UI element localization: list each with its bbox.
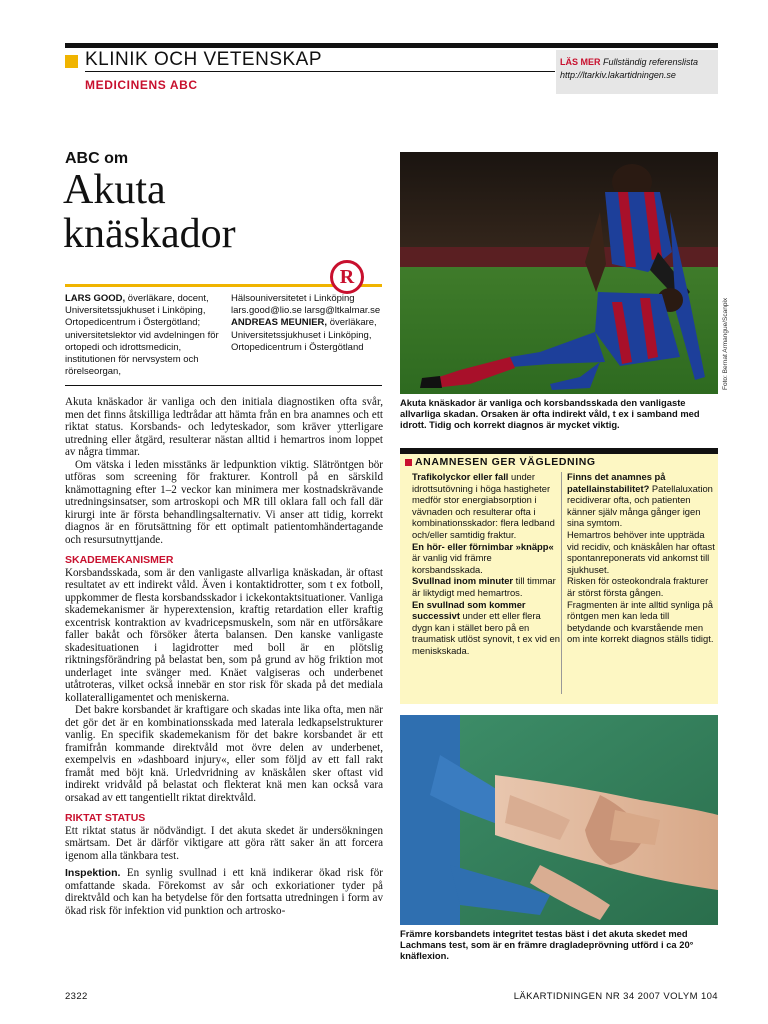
fact-item-text: Risken för osteokondrala frakturer är störst första gången. Fragmenten är inte alltid synliga på röntgen men kan leda till betydande och kvarstående men om inte korrekt diagnos ställs tidigt. [567,575,714,645]
fact-item-lead: En svullnad som kommer successivt [412,598,526,622]
fact-box-title: ANAMNESEN GER VÄGLEDNING [415,456,596,468]
inspection-label: Inspektion. [65,867,121,879]
author-name: LARS GOOD, [65,293,126,304]
body-paragraph: Det bakre korsbandet är kraftigare och skadas inte lika ofta, men när det gör det är en kombinationsskada med laterala ledkapselstrukturer vanlig. En specifik skademekanism för det bakre korsbandet är ett framifrån kommande direktvåld mot övre delen av underbenet, exempelvis en »dashboard injury«, eller som följd av ett fall rakt framåt med böjt knä. Urledvridning av knäskålen sker oftast vid indirekt vridvåld på belastat och flekterat knä men kan också vara orsakad av ett tangentiellt riktat direktvåld. [65,704,383,804]
article-title [63,168,236,256]
intro-paragraph: Akuta knäskador är vanliga och den initiala diagnostiken ofta svår, men det finns åtskilliga ledtrådar att hämta från en bra anamnes och ett riktat status. Korsbands- och ledyteskador, som kräver ytterligare utredning eller åtgärd, resulterar nästan alltid i hemartros inom loppet av några timmar. [65,396,383,458]
author-contact: Hälsouniversitetet i Linköping lars.good@lio.se larsg@ltkalmar.se [231,293,381,317]
fact-item-text: Patellaluxation recidiverar ofta, och patienten känner själv många gånger igen sina symtom. [567,482,713,529]
top-rule [65,43,718,48]
fact-item-lead: Finns det anamnes på patellainstabilitet? [567,471,666,494]
journal-footer: LÄKARTIDNINGEN NR 34 2007 VOLYM 104 [513,991,718,1002]
fact-item [412,471,560,541]
fact-item-lead: Svullnad inom minuter [412,575,514,587]
read-more-link[interactable]: http://ltarkiv.lakartidningen.se [560,70,676,80]
fact-item [567,575,715,645]
article-body [65,396,383,917]
page-number: 2322 [65,991,88,1002]
subsection-title: MEDICINENS ABC [85,78,198,92]
authors-rule [65,385,382,386]
authors-column-1 [65,293,225,378]
fact-box-divider [561,472,562,694]
fact-item-text: är vanlig vid främre korsbandsskada. [412,552,492,575]
fact-item-text: under ett eller flera dygn kan i stället bero på en traumatisk utlöst synovit, t ex vid en meniskskada. [412,610,560,656]
body-paragraph [65,867,383,917]
fact-box-column-2 [567,471,715,645]
section-rule [85,71,555,72]
section-marker [65,55,78,68]
fact-box-marker [405,459,412,466]
fact-item [412,575,560,598]
intro-paragraph: Om vätska i leden misstänks är ledpunktion viktig. Slätröntgen bör utföras som screening för frakturer. Kontroll på en särskild knämottagning efter 1–2 veckor kan minimera mer kostnadskrävande utredningsinsatser, som artroskopi och MR till oklara fall och fall där kirurgi inte är första behandlingsalternativ. Vi anser att tidig, korrekt diagnos är en förutsättning för ett optimalt patientomhändertagande och resursutnyttjande. [65,458,383,546]
fact-item-lead: Trafikolyckor eller fall [412,471,509,482]
photo1-caption: Akuta knäskador är vanliga och korsbandsskada den vanligaste allvarliga skadan. Orsaken är ofta indirekt våld, t ex i samband med idrott. Tidig och korrekt diagnos är mycket viktig. [400,397,700,431]
fact-item [567,471,715,529]
lachman-test-photo [400,715,718,925]
authors-column-2 [231,293,381,354]
fact-item-lead: En hör- eller förnimbar »knäpp« [412,540,554,552]
inspection-text: En synlig svullnad i ett knä indikerar ökad risk för omfattande skada. Förekomst av sår och exkoriationer tyder på direktvåld och kan ha betydelse för den fortsatta utredningen i form av ökad risk för infektion vid punktion och artrosko- [65,867,383,917]
fact-box-column-1 [412,471,560,657]
title-line-1: Akuta [63,167,166,213]
author-affiliation: överläkare, docent, Universitetssjukhuset i Linköping, Ortopedicentrum i Östergötland; universitetslektor vid avdelningen för ortopedi och idrottsmedicin, institutionen för nervsystem och rörelseorgan, [65,293,219,378]
section-title: KLINIK OCH VETENSKAP [85,49,323,70]
fact-item [412,599,560,657]
body-paragraph: Ett riktat status är nödvändigt. I det akuta skedet är undersökningen smärtsam. Det är därför viktigare att göra rätt saker än att forcera igenom alla tänkbara test. [65,824,383,862]
fact-item [412,541,560,576]
fact-item-text: Hemartros behöver inte uppträda vid recidiv, och knäskålen har oftast spontanreponerats vid ankomst till sjukhuset. [567,528,715,575]
fact-item-text: under idrottsutövning i höga hastigheter medför stor energiabsorption i vävnaden och resulterar ofta i kombinationsskador: flera ledband och/eller samtidig fraktur. [412,471,555,540]
review-badge-icon: R [330,260,364,294]
heading-status: RIKTAT STATUS [65,812,146,824]
photo2-caption: Främre korsbandets integritet testas bäst i det akuta skedet med Lachmans test, som är en främre dragladeprövning utförd i ca 20° knäflexion. [400,928,694,962]
read-more-box [556,50,718,94]
read-more-text: Fullständig referenslista [603,57,699,67]
fact-item [567,529,715,575]
body-paragraph: Korsbandsskada, som är den vanligaste allvarliga knäskadan, är oftast resultatet av ett indirekt våld. Även i kontaktidrotter, som t ex fotboll, uppkommer de flesta korsbandsskador i ickekontaktsituationer. Vanliga skademekanismer är hyperextension, kraftig retardation eller kraftig excentrisk kontraktion av kvadricepsmuskeln, som när en utförsåkare faller bakåt och försöker återta balansen. Den kanske vanligaste skadesituationen i lagidrotter med boll är en plötslig riktningsförändring på belastat ben, som på grund av hög friktion mot underlaget inte svänger med. Knäet valgiseras och underbenet utåtroteras, vilket också innebär en stor risk för skada på det mediala kollateralligamentet och meniskerna. [65,566,383,704]
author-name: ANDREAS MEUNIER, [231,317,328,329]
football-photo [400,152,718,394]
kicker: ABC om [65,150,129,167]
photo-credit: Foto: Bernat Armangue/Scanpix [722,297,729,390]
title-line-2: knäskador [63,211,236,257]
heading-mechanisms: SKADEMEKANISMER [65,554,174,566]
fact-item-text: till timmar är liktydigt med hemartros. [412,575,556,598]
author-affiliation: överläkare, Universitetssjukhuset i Linköping, Ortopedicentrum i Östergötland [231,317,377,353]
fact-box-rule [400,448,718,454]
read-more-label: LÄS MER [560,57,601,67]
